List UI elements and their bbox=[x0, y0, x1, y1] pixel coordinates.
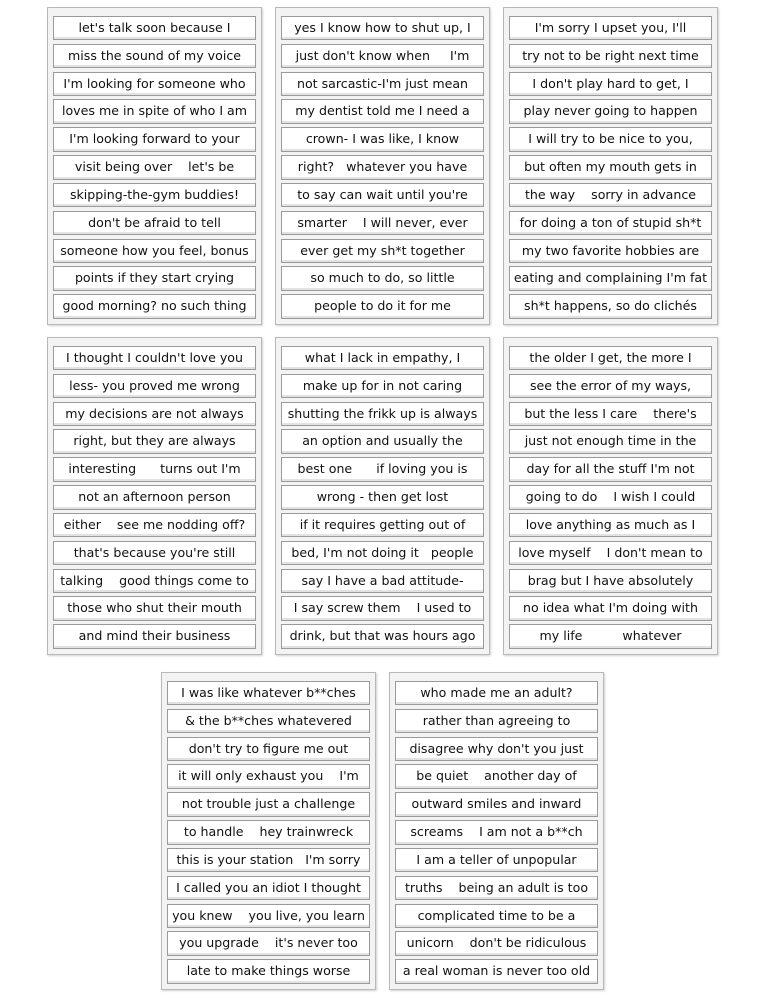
sticker-strip: say I have a bad attitude- bbox=[281, 569, 484, 593]
sticker-strip: good morning? no such thing bbox=[53, 294, 256, 318]
sticker-strip: skipping-the-gym buddies! bbox=[53, 183, 256, 207]
sticker-sheet-7 bbox=[161, 672, 376, 990]
sticker-strip: an option and usually the bbox=[281, 429, 484, 453]
sticker-strip: day for all the stuff I'm not bbox=[509, 457, 712, 481]
sticker-strip: I am a teller of unpopular bbox=[395, 848, 598, 872]
sticker-strip: crown- I was like, I know bbox=[281, 127, 484, 151]
sticker-strip: those who shut their mouth bbox=[53, 596, 256, 620]
sticker-strip: don't be afraid to tell bbox=[53, 211, 256, 235]
sticker-strip: bed, I'm not doing it people bbox=[281, 541, 484, 565]
sticker-strip: to handle hey trainwreck bbox=[167, 820, 370, 844]
sticker-strip: you knew you live, you learn bbox=[167, 904, 370, 928]
sticker-sheet-2 bbox=[275, 7, 490, 325]
sticker-strip: not sarcastic-I'm just mean bbox=[281, 72, 484, 96]
sticker-strip: my decisions are not always bbox=[53, 402, 256, 426]
sticker-strip: I'm looking for someone who bbox=[53, 72, 256, 96]
sticker-strip: sh*t happens, so do clichés bbox=[509, 294, 712, 318]
sticker-strip: it will only exhaust you I'm bbox=[167, 764, 370, 788]
sticker-strip: just don't know when I'm bbox=[281, 44, 484, 68]
sticker-strip: miss the sound of my voice bbox=[53, 44, 256, 68]
sticker-strip: eating and complaining I'm fat bbox=[509, 266, 712, 290]
sticker-strip: shutting the frikk up is always bbox=[281, 402, 484, 426]
sticker-strip: you upgrade it's never too bbox=[167, 931, 370, 955]
sticker-strip: not trouble just a challenge bbox=[167, 792, 370, 816]
sticker-strip: I'm looking forward to your bbox=[53, 127, 256, 151]
sticker-strip: to say can wait until you're bbox=[281, 183, 484, 207]
sticker-strip: right? whatever you have bbox=[281, 155, 484, 179]
sticker-sheet-8 bbox=[389, 672, 604, 990]
sticker-strip: I will try to be nice to you, bbox=[509, 127, 712, 151]
sticker-strip: my dentist told me I need a bbox=[281, 99, 484, 123]
sticker-strip: smarter I will never, ever bbox=[281, 211, 484, 235]
sticker-strip: going to do I wish I could bbox=[509, 485, 712, 509]
sticker-strip: screams I am not a b**ch bbox=[395, 820, 598, 844]
sticker-strip: points if they start crying bbox=[53, 266, 256, 290]
sticker-strip: if it requires getting out of bbox=[281, 513, 484, 537]
sticker-strip: I say screw them I used to bbox=[281, 596, 484, 620]
sticker-strip: yes I know how to shut up, I bbox=[281, 16, 484, 40]
sticker-strip: the older I get, the more I bbox=[509, 346, 712, 370]
sticker-strip: see the error of my ways, bbox=[509, 374, 712, 398]
sticker-strip: loves me in spite of who I am bbox=[53, 99, 256, 123]
sticker-strip: talking good things come to bbox=[53, 569, 256, 593]
sticker-strip: people to do it for me bbox=[281, 294, 484, 318]
sticker-strip: that's because you're still bbox=[53, 541, 256, 565]
sticker-strip: so much to do, so little bbox=[281, 266, 484, 290]
sticker-strip: late to make things worse bbox=[167, 959, 370, 983]
sticker-sheet-6 bbox=[503, 337, 718, 655]
sticker-strip: but often my mouth gets in bbox=[509, 155, 712, 179]
sticker-strip: who made me an adult? bbox=[395, 681, 598, 705]
sticker-strip: and mind their business bbox=[53, 624, 256, 648]
sticker-strip: make up for in not caring bbox=[281, 374, 484, 398]
sticker-strip: I was like whatever b**ches bbox=[167, 681, 370, 705]
sticker-strip: someone how you feel, bonus bbox=[53, 239, 256, 263]
sticker-strip: complicated time to be a bbox=[395, 904, 598, 928]
sticker-strip: my life whatever bbox=[509, 624, 712, 648]
sticker-strip: love anything as much as I bbox=[509, 513, 712, 537]
sticker-strip: not an afternoon person bbox=[53, 485, 256, 509]
sticker-strip: visit being over let's be bbox=[53, 155, 256, 179]
sticker-strip: disagree why don't you just bbox=[395, 737, 598, 761]
sticker-strip: no idea what I'm doing with bbox=[509, 596, 712, 620]
sticker-strip: play never going to happen bbox=[509, 99, 712, 123]
sticker-strip: best one if loving you is bbox=[281, 457, 484, 481]
sticker-strip: be quiet another day of bbox=[395, 764, 598, 788]
sticker-strip: but the less I care there's bbox=[509, 402, 712, 426]
sticker-strip: either see me nodding off? bbox=[53, 513, 256, 537]
sticker-strip: right, but they are always bbox=[53, 429, 256, 453]
sticker-strip: love myself I don't mean to bbox=[509, 541, 712, 565]
sticker-strip: wrong - then get lost bbox=[281, 485, 484, 509]
sticker-strip: try not to be right next time bbox=[509, 44, 712, 68]
sticker-strip: unicorn don't be ridiculous bbox=[395, 931, 598, 955]
sticker-strip: my two favorite hobbies are bbox=[509, 239, 712, 263]
sticker-sheet-3 bbox=[503, 7, 718, 325]
sticker-strip: let's talk soon because I bbox=[53, 16, 256, 40]
sticker-sheet-5 bbox=[275, 337, 490, 655]
sticker-strip: drink, but that was hours ago bbox=[281, 624, 484, 648]
sticker-strip: less- you proved me wrong bbox=[53, 374, 256, 398]
sticker-strip: don't try to figure me out bbox=[167, 737, 370, 761]
sticker-sheet-4 bbox=[47, 337, 262, 655]
sticker-strip: a real woman is never too old bbox=[395, 959, 598, 983]
sticker-strip: I thought I couldn't love you bbox=[53, 346, 256, 370]
sticker-strip: outward smiles and inward bbox=[395, 792, 598, 816]
sticker-strip: this is your station I'm sorry bbox=[167, 848, 370, 872]
sticker-strip: I don't play hard to get, I bbox=[509, 72, 712, 96]
sticker-strip: interesting turns out I'm bbox=[53, 457, 256, 481]
sticker-strip: ever get my sh*t together bbox=[281, 239, 484, 263]
sticker-strip: brag but I have absolutely bbox=[509, 569, 712, 593]
sticker-strip: truths being an adult is too bbox=[395, 876, 598, 900]
sticker-strip: just not enough time in the bbox=[509, 429, 712, 453]
sticker-strip: for doing a ton of stupid sh*t bbox=[509, 211, 712, 235]
sticker-strip: the way sorry in advance bbox=[509, 183, 712, 207]
sticker-strip: I called you an idiot I thought bbox=[167, 876, 370, 900]
sticker-strip: what I lack in empathy, I bbox=[281, 346, 484, 370]
sticker-strip: I'm sorry I upset you, I'll bbox=[509, 16, 712, 40]
sticker-strip: rather than agreeing to bbox=[395, 709, 598, 733]
sticker-strip: & the b**ches whatevered bbox=[167, 709, 370, 733]
sticker-sheet-1 bbox=[47, 7, 262, 325]
